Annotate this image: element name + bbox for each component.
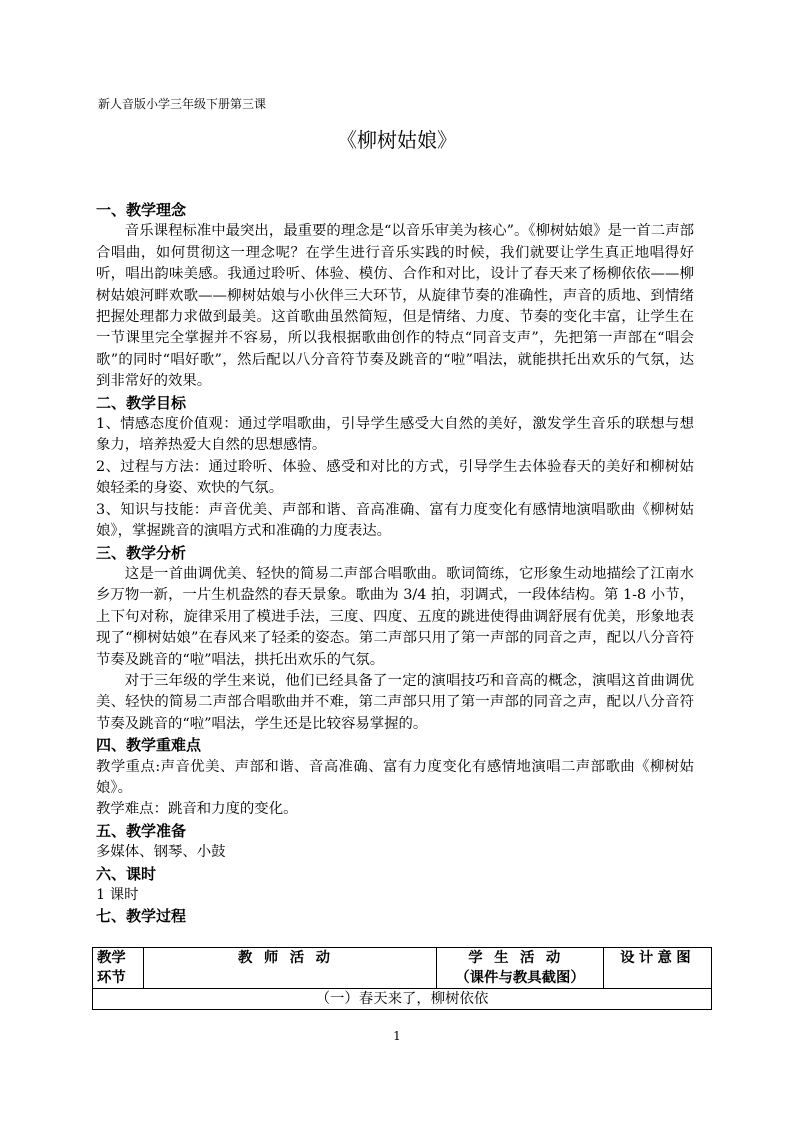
analysis-paragraph-1: 这是一首曲调优美、轻快的简易二声部合唱歌曲。歌词简练，它形象生动地描绘了江南水乡万物一新，一片生机盎然的春天景象。歌曲为 3/4 拍，羽调式，一段体结构。第 1-8 小节，上下句对称，旋律采用了模进手法，三度、四度、五度的跳进使得曲调舒展有优美，形象地表现了“柳树姑娘”在春风来了轻柔的姿态。第二声部只用了第一声部的同音之声，配以八分音符节奏及跳音的“啦”唱法，拱托出欢乐的气氛。 bbox=[96, 565, 694, 668]
lesson-content bbox=[96, 200, 694, 928]
header-stage: 教学环节 bbox=[93, 948, 144, 989]
course-header: 新人音版小学三年级下册第三课 bbox=[98, 97, 267, 111]
section-heading-philosophy: 一、教学理念 bbox=[96, 201, 187, 219]
header-student-activity bbox=[436, 948, 603, 989]
page-number: 1 bbox=[393, 1029, 401, 1043]
section-heading-key-points: 四、教学重难点 bbox=[96, 736, 202, 755]
lesson-title: 《柳树姑娘》 bbox=[337, 128, 457, 152]
table-header-row bbox=[93, 948, 712, 989]
key-point-text: 教学重点:声音优美、声部和谐、音高准确、富有力度变化有感情地演唱二声部歌曲《柳树姑娘》。 bbox=[96, 758, 694, 796]
section-heading-analysis: 三、教学分析 bbox=[96, 543, 187, 562]
objective-item-2: 2、过程与方法：通过聆听、体验、感受和对比的方式，引导学生去体验春天的美好和柳树姑娘轻柔的身姿、欢快的气氛。 bbox=[96, 458, 694, 497]
objective-item-1: 1、情感态度价值观：通过学唱歌曲，引导学生感受大自然的美好，激发学生音乐的联想与想象力，培养热爱大自然的思想感情。 bbox=[96, 416, 694, 454]
preparation-text: 多媒体、钢琴、小鼓 bbox=[96, 844, 226, 861]
philosophy-paragraph: 音乐课程标准中最突出，最重要的理念是“以音乐审美为核心”。《柳树姑娘》是一首二声部合唱曲，如何贯彻这一理念呢？在学生进行音乐实践的时候，我们就要让学生真正地唱得好听，唱出韵味美感。我通过聆听、体验、模仿、合作和对比，设计了春天来了杨柳依依——柳树姑娘河畔欢歌——柳树姑娘与小伙伴三大环节，从旋律节奏的准确性，声音的质地、到情绪把握处理都力求做到最美。这首歌曲虽然简短，但是情绪、力度、节奏的变化丰富，让学生在一节课里完全掌握并不容易，所以我根据歌曲创作的特点“同音支声”，先把第一声部在“唱会歌”的同时“唱好歌”，然后配以八分音符节奏及跳音的“啦”唱法，就能拱托出欢乐的气氛，达到非常好的效果。 bbox=[96, 223, 694, 390]
section-heading-process: 七、教学过程 bbox=[96, 907, 187, 926]
difficult-point-text: 教学难点：跳音和力度的变化。 bbox=[96, 801, 298, 818]
section-heading-objectives: 二、教学目标 bbox=[96, 393, 187, 412]
periods-text: 1 课时 bbox=[96, 887, 139, 903]
objective-item-3: 3、知识与技能：声音优美、声部和谐、音高准确、富有力度变化有感情地演唱歌曲《柳树姑娘》，掌握跳音的演唱方式和准确的力度表达。 bbox=[96, 501, 694, 540]
section-heading-preparation: 五、教学准备 bbox=[96, 821, 187, 840]
header-teacher-activity: 教师活动 bbox=[143, 948, 436, 989]
teaching-process-table bbox=[92, 947, 712, 1010]
section-row-spring: （一）春天来了，柳树依依 bbox=[93, 989, 712, 1010]
header-student-activity-line2: （课件与教具截图） bbox=[455, 969, 585, 986]
analysis-paragraph-2: 对于三年级的学生来说，他们已经具备了一定的演唱技巧和音高的概念，演唱这首曲调优美、轻快的简易二声部合唱歌曲并不难，第二声部只用了第一声部的同音之声，配以八分音符节奏及跳音的“啦”唱法，学生还是比较容易掌握的。 bbox=[96, 672, 694, 732]
header-design-intent: 设计意图 bbox=[604, 948, 712, 989]
section-heading-periods: 六、课时 bbox=[96, 864, 157, 883]
header-student-activity-line1: 学生活动 bbox=[468, 949, 572, 966]
table-row bbox=[93, 989, 712, 1010]
